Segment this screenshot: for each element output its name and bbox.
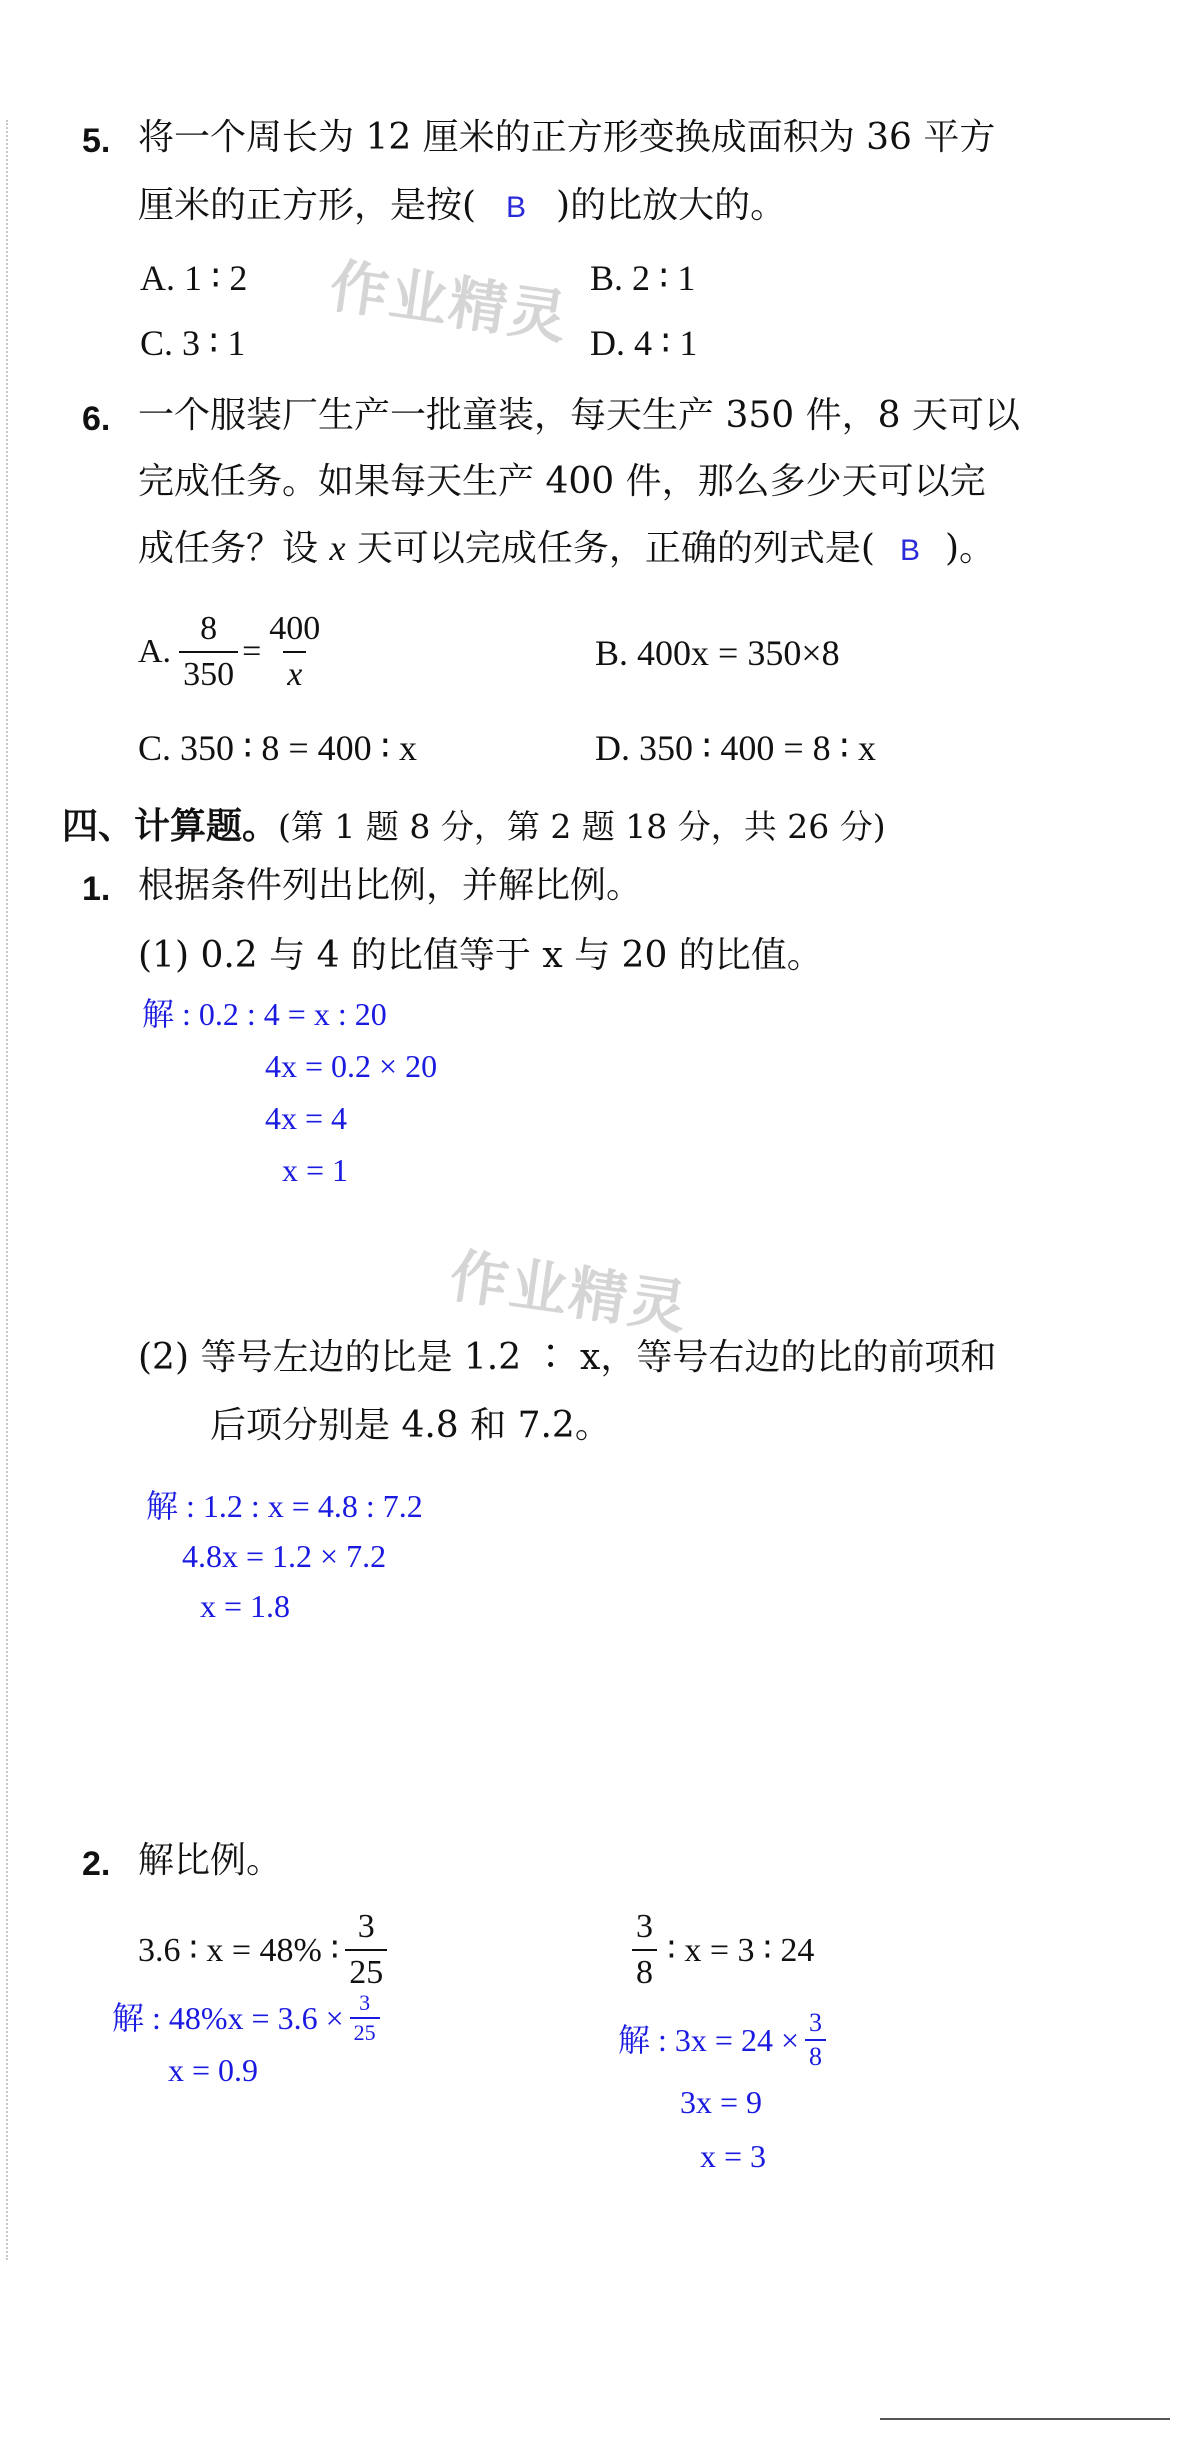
q6-line1: 一个服装厂生产一批童装，每天生产 350 件，8 天可以 [138, 395, 1020, 436]
watermark-top: 作业精灵 [325, 251, 573, 353]
p1-sol2-line3: x = 1.8 [200, 1588, 291, 1624]
numerator: 8 [200, 610, 218, 647]
p2-left-sol-line2: x = 0.9 [168, 2052, 259, 2088]
margin-line [6, 120, 8, 2260]
numerator: 3 [636, 1908, 653, 1945]
numerator: 400 [269, 610, 321, 647]
p1-sub2-line1: (2) 等号左边的比是 1.2 ∶ x，等号右边的比的前项和 [138, 1337, 997, 1378]
denominator: 8 [632, 1949, 657, 1992]
q6-option-a-fraction-right [265, 610, 324, 694]
q5-option-d: D. 4 ∶ 1 [590, 323, 698, 363]
p1-sol1-line1: 解 : 0.2 : 4 = x : 20 [142, 996, 387, 1032]
p1-number: 1. [82, 870, 111, 908]
p2-right-sol-fraction [805, 2010, 826, 2070]
p2-left-sol-line1 [112, 1992, 380, 2044]
watermark-middle: 作业精灵 [445, 1241, 693, 1343]
q5-line2-pre: 厘米的正方形，是按( [138, 185, 477, 226]
q6-option-b: B. 400x = 350×8 [595, 633, 840, 673]
bottom-rule [880, 2418, 1170, 2420]
p2-left-equation-fraction [345, 1908, 387, 1992]
denominator: x [283, 651, 306, 694]
q5-option-b: B. 2 ∶ 1 [590, 258, 696, 298]
q5-line1: 将一个周长为 12 厘米的正方形变换成面积为 36 平方 [138, 117, 996, 158]
denominator: 25 [350, 2017, 380, 2044]
numerator: 3 [357, 1908, 375, 1945]
section-4-title: 四、计算题。 [62, 806, 279, 847]
section-4-heading [62, 798, 886, 849]
denominator: 350 [179, 651, 238, 694]
q5-option-a: A. 1 ∶ 2 [140, 258, 248, 298]
q6-answer: B [899, 534, 920, 567]
q6-option-a [138, 610, 324, 694]
p2-right-equation-text: ∶ x = 3 ∶ 24 [667, 1932, 815, 1969]
p2-title: 解比例。 [138, 1840, 283, 1881]
q5-line2-post: )的比放大的。 [556, 185, 787, 226]
numerator: 3 [809, 2008, 822, 2037]
p1-sol1-line3: 4x = 4 [265, 1100, 348, 1136]
q6-option-a-equals: = [242, 633, 262, 670]
p2-right-sol-line1-text: 解 : 3x = 24 × [618, 2022, 799, 2058]
q6-line3-post: )。 [944, 528, 995, 569]
q5-answer: B [506, 191, 527, 224]
q6-line3-mid: 天可以完成任务，正确的列式是( [356, 528, 875, 569]
p1-sol1-line2: 4x = 0.2 × 20 [265, 1048, 438, 1084]
p2-left-sol-line1-text: 解 : 48%x = 3.6 × [112, 2000, 344, 2036]
p2-left-equation-text: 3.6 ∶ x = 48% ∶ [138, 1932, 340, 1969]
p1-title: 根据条件列出比例，并解比例。 [138, 865, 643, 906]
p1-sub1: (1) 0.2 与 4 的比值等于 x 与 20 的比值。 [138, 935, 823, 976]
q6-option-a-label: A. [138, 633, 172, 670]
p2-right-sol-line2: 3x = 9 [680, 2084, 763, 2120]
q6-variable: x [329, 528, 346, 568]
denominator: 8 [805, 2039, 826, 2070]
p2-right-equation-fraction [632, 1908, 657, 1992]
p2-number: 2. [82, 1845, 111, 1883]
p2-right-sol-line1 [618, 2010, 826, 2070]
p2-left-equation [138, 1908, 387, 1992]
p1-sub2-line2: 后项分别是 4.8 和 7.2。 [210, 1405, 611, 1446]
q6-option-d: D. 350 ∶ 400 = 8 ∶ x [595, 728, 877, 768]
numerator: 3 [359, 1990, 371, 2015]
q6-line3-pre: 成任务？设 [138, 528, 319, 569]
q5-option-c: C. 3 ∶ 1 [140, 323, 246, 363]
p2-right-sol-line3: x = 3 [700, 2138, 767, 2174]
denominator: 25 [345, 1949, 387, 1992]
q6-option-a-fraction-left [179, 610, 238, 694]
q5-line2 [138, 185, 787, 226]
q5-number: 5. [82, 122, 111, 160]
p1-sol2-line2: 4.8x = 1.2 × 7.2 [182, 1538, 387, 1574]
p1-sol1-line4: x = 1 [282, 1152, 349, 1188]
p2-right-equation [632, 1908, 814, 1992]
section-4-note: (第 1 题 8 分，第 2 题 18 分，共 26 分) [278, 807, 886, 846]
q6-line2: 完成任务。如果每天生产 400 件，那么多少天可以完 [138, 461, 986, 502]
q6-line3 [138, 530, 995, 567]
p1-sol2-line1: 解 : 1.2 : x = 4.8 : 7.2 [146, 1488, 423, 1524]
q6-option-c: C. 350 ∶ 8 = 400 ∶ x [138, 728, 418, 768]
q6-number: 6. [82, 400, 111, 438]
p2-left-sol-fraction [350, 1992, 380, 2044]
